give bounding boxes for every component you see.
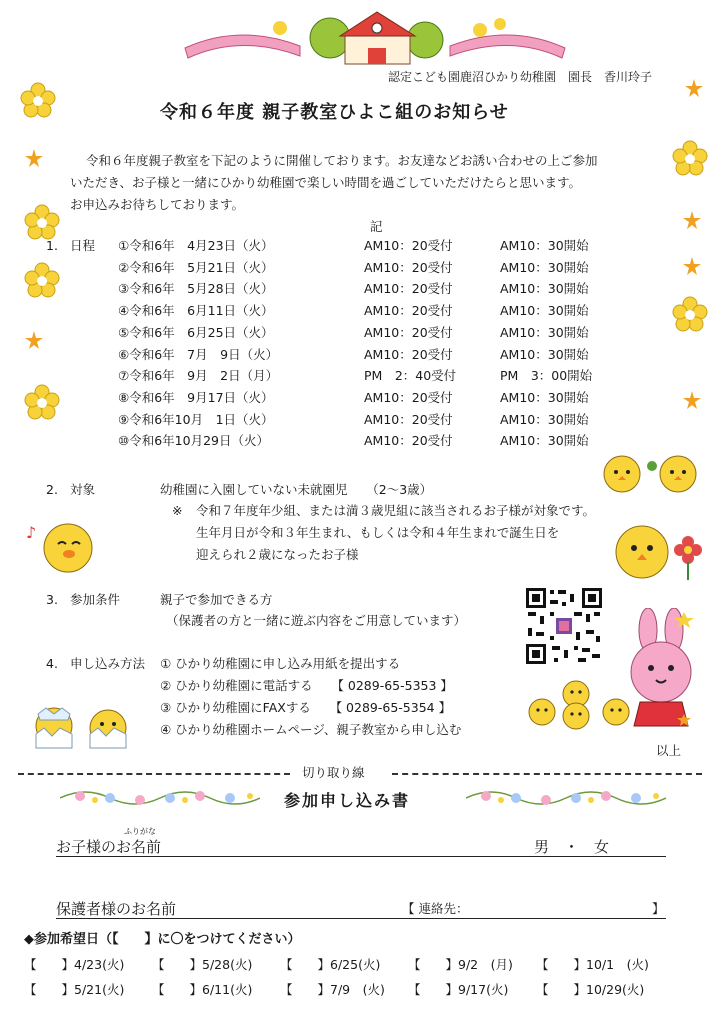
target-note: 生年月日が令和３年生まれ、もしくは令和４年生まれで誕生日を xyxy=(196,525,560,540)
schedule-start: AM10：30開始 xyxy=(500,259,589,275)
flower-icon xyxy=(672,296,708,332)
section-number: 1. xyxy=(46,238,58,253)
schedule-reception: AM10：20受付 xyxy=(364,411,453,427)
schedule-start: AM10：30開始 xyxy=(500,346,589,362)
section-number: 4. xyxy=(46,656,58,671)
star-icon xyxy=(682,210,702,230)
closing-mark: 以上 xyxy=(656,743,682,758)
note-mark: ※ xyxy=(172,503,183,518)
flower-icon xyxy=(672,140,708,176)
schedule-date: ④令和6年 6月11日（火） xyxy=(118,303,274,319)
chick-group-illustration xyxy=(524,676,634,732)
cut-line-right xyxy=(392,773,702,775)
target-note: 令和７年度年少組、または満３歳児組に該当されるお子様が対象です。 xyxy=(196,503,596,518)
preference-option[interactable]: 【 】5/21(火) xyxy=(24,982,125,997)
condition-main: 親子で参加できる方 xyxy=(160,592,273,607)
star-icon xyxy=(682,256,702,276)
section-label: 対象 xyxy=(70,482,96,497)
schedule-reception: AM10：20受付 xyxy=(364,259,453,275)
star-icon xyxy=(24,148,44,168)
preference-option[interactable]: 【 】6/11(火) xyxy=(152,982,253,997)
svg-text:♪: ♪ xyxy=(26,523,37,542)
preference-option[interactable]: 【 】6/25(火) xyxy=(280,957,381,972)
schedule-start: AM10：30開始 xyxy=(500,389,589,405)
schedule-start: AM10：30開始 xyxy=(500,281,589,297)
schedule-start: AM10：30開始 xyxy=(500,433,589,449)
cut-line-left xyxy=(18,773,290,775)
schedule-start: AM10：30開始 xyxy=(500,324,589,340)
schedule-date: ②令和6年 5月21日（火） xyxy=(118,259,274,275)
schedule-date: ⑦令和6年 9月 2日（月） xyxy=(118,368,279,384)
star-icon xyxy=(682,390,702,410)
schedule-reception: AM10：20受付 xyxy=(364,346,453,362)
apply-method: ④ ひかり幼稚園ホームページ、親子教室から申し込む xyxy=(160,722,462,737)
schedule-start: AM10：30開始 xyxy=(500,238,589,253)
section-label: 日程 xyxy=(70,238,96,253)
star-icon xyxy=(24,330,44,350)
child-name-label: お子様のお名前 xyxy=(56,838,162,856)
intro-line: お申込みお待ちしております。 xyxy=(70,197,245,212)
schedule-date: ⑥令和6年 7月 9日（火） xyxy=(118,346,279,362)
preference-option[interactable]: 【 】7/9 (火) xyxy=(280,982,385,997)
page-title: 令和６年度 親子教室ひよこ組のお知らせ xyxy=(160,102,509,123)
schedule-reception: AM10：20受付 xyxy=(364,389,453,405)
chick-illustration xyxy=(598,452,698,500)
schedule-date: ⑧令和6年 9月17日（火） xyxy=(118,389,274,405)
target-note: 迎えられ２歳になったお子様 xyxy=(196,547,359,562)
chick-egg-illustration xyxy=(28,704,132,752)
section-number: 3. xyxy=(46,592,58,607)
preference-option[interactable]: 【 】9/17(火) xyxy=(408,982,509,997)
schedule-reception: AM10：20受付 xyxy=(364,433,453,449)
qr-code[interactable] xyxy=(524,586,604,666)
schedule-reception: AM10：20受付 xyxy=(364,281,453,297)
section-number: 2. xyxy=(46,482,58,497)
schedule-date: ⑨令和6年10月 1日（火） xyxy=(118,411,274,427)
furigana-label: ふりがな xyxy=(124,827,156,836)
contact-close: 】 xyxy=(652,901,665,916)
schedule-reception: PM 2：40受付 xyxy=(364,368,457,384)
floral-border xyxy=(466,786,666,810)
preference-option[interactable]: 【 】10/1 (火) xyxy=(536,957,649,972)
ki-label: 記 xyxy=(370,219,383,234)
intro-line: 令和６年度親子教室を下記のように開催しております。お友達などお誘い合わせの上ご参加 xyxy=(86,153,598,168)
floral-border xyxy=(60,786,260,810)
flower-icon xyxy=(24,204,60,240)
chick-illustration xyxy=(24,516,94,576)
child-name-field[interactable] xyxy=(56,856,666,857)
flower-icon xyxy=(24,262,60,298)
cut-line-label: 切り取り線 xyxy=(302,765,365,780)
preference-heading: ◆参加希望日（【 】に〇をつけてください） xyxy=(24,932,301,947)
star-icon xyxy=(684,78,704,98)
schedule-start: AM10：30開始 xyxy=(500,411,589,427)
schedule-date: ①令和6年 4月23日（火） xyxy=(118,238,274,253)
schedule-start: AM10：30開始 xyxy=(500,303,589,319)
section-label: 参加条件 xyxy=(70,592,121,607)
flower-icon xyxy=(20,82,56,118)
guardian-name-field[interactable] xyxy=(56,918,666,919)
guardian-name-label: 保護者様のお名前 xyxy=(56,900,177,918)
preference-option[interactable]: 【 】10/29(火) xyxy=(536,982,645,997)
schedule-start: PM 3：00開始 xyxy=(500,368,593,384)
gender-choice[interactable]: 男 ・ 女 xyxy=(534,838,610,856)
intro-line: いただき、お子様と一緒にひかり幼稚園で楽しい時間を過ごしていただけたらと思います。 xyxy=(70,175,582,190)
apply-method: ① ひかり幼稚園に申し込み用紙を提出する xyxy=(160,656,401,671)
section-label: 申し込み方法 xyxy=(70,656,146,671)
chick-illustration xyxy=(612,518,704,584)
apply-method: ② ひかり幼稚園に電話する 【 0289-65-5353 】 xyxy=(160,678,453,693)
flower-icon xyxy=(24,384,60,420)
apply-method: ③ ひかり幼稚園にFAXする 【 0289-65-5354 】 xyxy=(160,700,452,715)
schedule-reception: AM10：20受付 xyxy=(364,324,453,340)
schedule-reception: AM10：20受付 xyxy=(364,238,453,253)
form-title: 参加申し込み書 xyxy=(284,791,411,810)
schedule-date: ⑩令和6年10月29日（火） xyxy=(118,433,269,449)
preference-option[interactable]: 【 】9/2 (月) xyxy=(408,957,513,972)
preference-option[interactable]: 【 】5/28(火) xyxy=(152,957,253,972)
schedule-date: ⑤令和6年 6月25日（火） xyxy=(118,324,274,340)
header-illustration xyxy=(180,8,570,70)
preference-option[interactable]: 【 】4/23(火) xyxy=(24,957,125,972)
schedule-date: ③令和6年 5月28日（火） xyxy=(118,281,274,297)
target-main: 幼稚園に入園していない未就園児 （2～3歳） xyxy=(160,482,433,497)
organization-name: 認定こども園鹿沼ひかり幼稚園 園長 香川玲子 xyxy=(388,70,653,84)
contact-label: 【 連絡先： xyxy=(402,901,469,916)
schedule-reception: AM10：20受付 xyxy=(364,303,453,319)
condition-sub: （保護者の方と一緒に遊ぶ内容をご用意しています） xyxy=(166,613,467,628)
